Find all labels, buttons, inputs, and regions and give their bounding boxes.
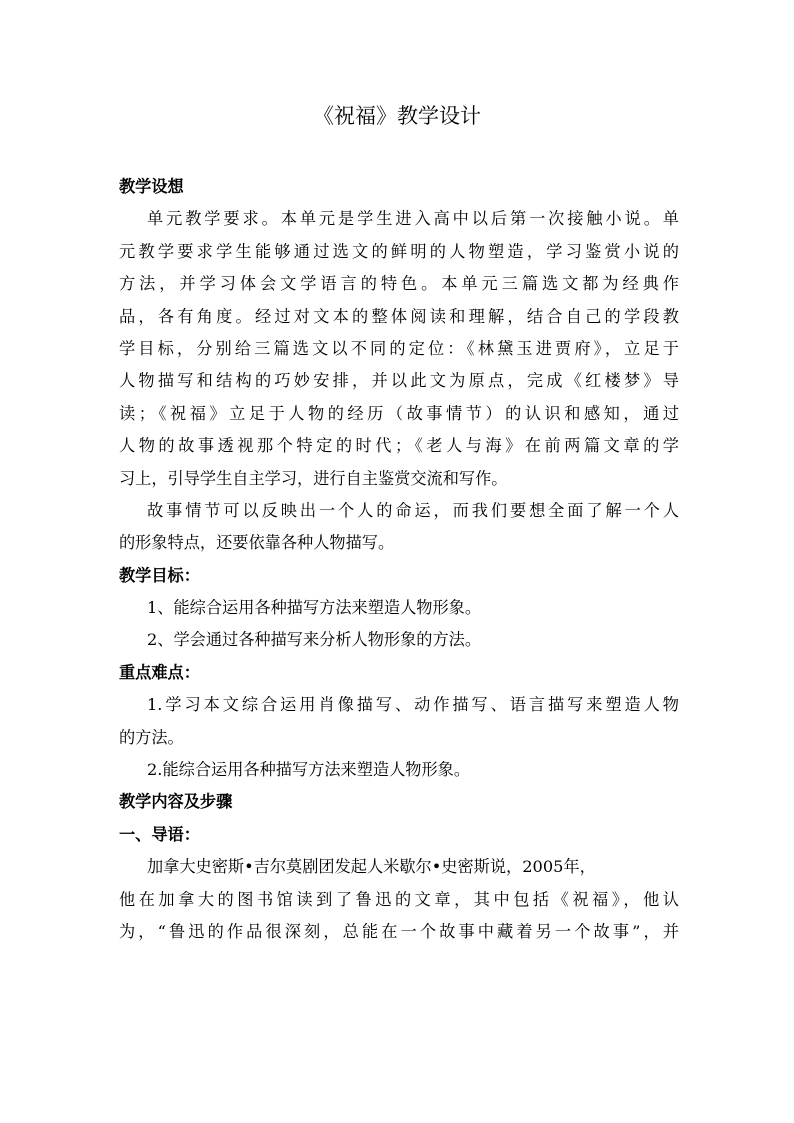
text-line: 人物的故事透视那个特定的时代；《老人与海》在前两篇文章的学 — [119, 436, 679, 456]
text-line: 方法，并学习体会文学语言的特色。本单元三篇选文都为经典作 — [119, 274, 679, 294]
text-line: 读；《祝福》立足于人物的经历（故事情节）的认识和感知，通过 — [119, 403, 679, 423]
paragraph-introduction — [119, 851, 679, 948]
section-heading-content-steps: 教学内容及步骤 — [119, 792, 233, 812]
paragraph-story-plot — [119, 495, 679, 560]
text-line: 故事情节可以反映出一个人的命运，而我们要想全面了解一个人 — [147, 500, 679, 520]
section-heading-teaching-goals: 教学目标： — [119, 565, 200, 585]
section-heading-teaching-design: 教学设想 — [119, 177, 184, 196]
text-line: 的方法。 — [119, 727, 184, 747]
text-line: 他在加拿大的图书馆读到了鲁迅的文章，其中包括《祝福》，他认 — [119, 889, 679, 909]
paragraph-unit-requirements — [119, 203, 679, 495]
document-body — [119, 171, 679, 948]
text-line: 习上，引导学生自主学习，进行自主鉴赏交流和写作。 — [119, 468, 508, 488]
text-line: 品，各有角度。经过对文本的整体阅读和理解，结合自己的学段教 — [119, 306, 679, 326]
text-line: 的形象特点，还要依靠各种人物描写。 — [119, 533, 395, 553]
text-line: 单元教学要求。本单元是学生进入高中以后第一次接触小说。单 — [147, 209, 679, 229]
difficulty-item: 2.能综合运用各种描写方法来塑造人物形象。 — [147, 760, 471, 780]
section-heading-key-difficulties: 重点难点： — [119, 662, 200, 682]
document-title: 《祝福》教学设计 — [313, 104, 481, 128]
section-heading-introduction: 一、导语： — [119, 824, 200, 844]
text-line: 人物描写和结构的巧妙安排，并以此文为原点，完成《红楼梦》导 — [119, 371, 679, 391]
text-line: 为，“鲁迅的作品很深刻，总能在一个故事中藏着另一个故事”，并 — [119, 921, 679, 941]
text-line: 学目标，分别给三篇选文以不同的定位：《林黛玉进贾府》，立足于 — [119, 338, 679, 358]
text-line: 元教学要求学生能够通过选文的鲜明的人物塑造，学习鉴赏小说的 — [119, 241, 679, 261]
difficulty-item: 1.学习本文综合运用肖像描写、动作描写、语言描写来塑造人物 — [147, 695, 679, 715]
text-line: 加拿大史密斯•吉尔莫剧团发起人米歇尔•史密斯说，2005年， — [147, 857, 596, 877]
goal-item: 2、学会通过各种描写来分析人物形象的方法。 — [147, 630, 482, 650]
goal-item: 1、能综合运用各种描写方法来塑造人物形象。 — [147, 598, 482, 618]
